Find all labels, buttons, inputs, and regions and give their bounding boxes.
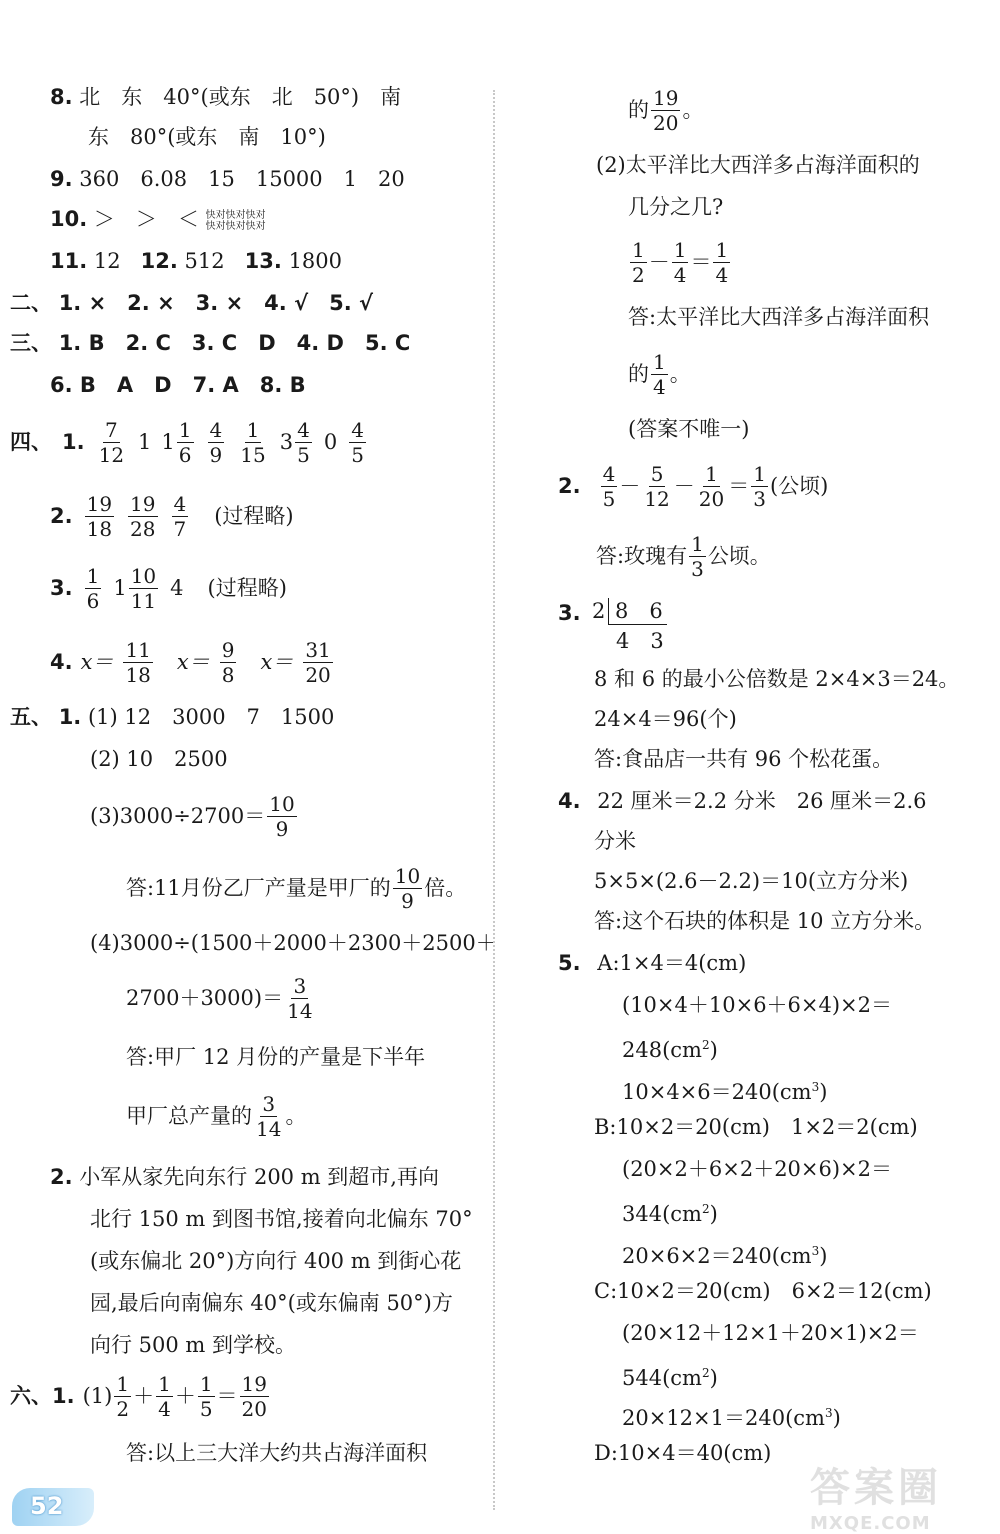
section-4-row1: [10, 414, 368, 470]
q11-13-line: [50, 248, 342, 274]
fraction: [198, 1372, 215, 1421]
section-3-line1: [10, 330, 410, 356]
q10-scribble-1: 快对快对快对: [205, 209, 266, 221]
fraction-numerator: 9: [221, 637, 235, 662]
r-q2-line2: 几分之几?: [628, 195, 724, 219]
r-p3-line3: 答:食品店一共有 96 个松花蛋。: [594, 747, 894, 771]
fraction-numerator: 5: [650, 461, 664, 486]
r-p2-answer-text: 答:玫瑰有: [596, 544, 688, 568]
fraction: [601, 462, 618, 511]
s5-p4a: (4)3000÷(1500＋2000＋2300＋2500＋: [90, 931, 497, 955]
q8-text-a: 北 东 40°(或东 北 50°) 南: [79, 85, 402, 109]
fraction: [172, 492, 189, 541]
fraction-numerator: 19: [130, 491, 156, 516]
fraction: [651, 86, 680, 135]
unit-exponent: 2: [701, 1366, 710, 1380]
r-p3-division-bottom: 4 3: [616, 629, 664, 653]
section-4-row2: [50, 488, 294, 544]
fraction: [267, 792, 296, 841]
section-6-label: 六、: [10, 1384, 52, 1408]
fraction-denominator: 7: [173, 516, 187, 541]
fraction-denominator: 9: [401, 888, 414, 913]
r-q2-answer2-pre: 的: [628, 362, 649, 386]
fraction-numerator: 1: [705, 461, 718, 486]
fraction-denominator: 5: [297, 442, 310, 467]
fraction-denominator: 2: [632, 262, 645, 287]
s5-a3-end: 倍。: [424, 876, 467, 900]
r-p5-a1-text: A:1×4＝4(cm): [597, 951, 747, 975]
operator: ＋: [174, 1384, 196, 1408]
s5-q2-line1: [50, 1164, 439, 1190]
column-divider: [493, 90, 495, 1510]
unit-exponent: 2: [701, 1038, 710, 1052]
fraction-denominator: 5: [199, 1396, 213, 1421]
r-p2-answer: [596, 528, 771, 584]
unit-exponent: 2: [701, 1202, 710, 1216]
watermark: [810, 1456, 990, 1534]
section-2-line: [10, 290, 373, 316]
fraction-numerator: 1: [86, 563, 100, 588]
q9-text: 360 6.08 15 15000 1 20: [79, 167, 405, 191]
fraction-numerator: 1: [178, 417, 192, 442]
fraction: [238, 418, 267, 467]
fraction: [114, 1372, 131, 1421]
fraction: [630, 238, 647, 287]
q8-line1: [50, 84, 401, 110]
r-p5-a4: $10\times 4\times 6=240(cm^3)$: [622, 1080, 828, 1104]
page-number: 52: [30, 1492, 64, 1520]
q8-line2: 东 80°(或东 南 10°): [88, 125, 326, 149]
r-p5-b3: $344(cm^2)$: [622, 1202, 718, 1226]
fraction-denominator: 14: [256, 1116, 282, 1141]
r-q2-answer2-end: 。: [669, 362, 691, 386]
section-4-row3: [50, 560, 287, 616]
operator: ＋: [133, 1384, 155, 1408]
section-4-q1-number: 1.: [62, 430, 85, 454]
r-p5-a2: (10×4＋10×6＋6×4)×2＝: [622, 993, 893, 1017]
fraction-numerator: 1: [158, 1371, 171, 1396]
q8-number: 8.: [50, 85, 73, 109]
r-p3-number-line: [558, 600, 581, 626]
whole: 3: [279, 430, 294, 454]
whole: 1: [113, 576, 127, 600]
fraction-denominator: 4: [715, 262, 729, 287]
watermark-url: MXQE.COM: [810, 1513, 931, 1534]
fraction-numerator: 10: [130, 563, 157, 588]
s5-q2-line2: 北行 150 m 到图书馆,接着向北偏东 70°: [90, 1207, 473, 1231]
fraction: [303, 638, 332, 687]
fraction: [713, 238, 730, 287]
fraction-numerator: 4: [602, 461, 616, 486]
r-q2-answer2: [628, 346, 691, 402]
section-4-label: 四、: [10, 430, 52, 454]
fraction-denominator: 18: [125, 662, 151, 687]
q13-value: 1800: [288, 249, 343, 273]
s5-a4a: 答:甲厂 12 月份的产量是下半年: [126, 1045, 426, 1069]
equation-x: x＝: [176, 650, 210, 674]
page-number-badge: [12, 1488, 94, 1526]
s5-a4b-end: 。: [285, 1104, 307, 1128]
fraction-denominator: 4: [673, 262, 687, 287]
operator: －: [619, 474, 641, 498]
fraction: [295, 418, 312, 467]
fraction-numerator: 1: [691, 531, 704, 556]
fraction: [177, 418, 194, 467]
fraction: [129, 564, 158, 613]
r-p5-b2: (20×2＋6×2＋20×6)×2＝: [622, 1157, 893, 1181]
r-q2-answer: 答:太平洋比大西洋多占海洋面积: [628, 305, 930, 329]
value: 0: [323, 430, 338, 454]
s5-p1: (1) 12 3000 7 1500: [87, 705, 335, 729]
fraction-denominator: 9: [275, 816, 289, 841]
section-4-q4-number: 4.: [50, 650, 73, 674]
r-p5-d1: D:10×4＝40(cm): [594, 1441, 772, 1465]
s5-p3: [90, 788, 299, 844]
section-4-q2-number: 2.: [50, 504, 73, 528]
r-q2-equation: [628, 234, 732, 290]
fraction-denominator: 20: [305, 662, 331, 687]
fraction-numerator: 10: [269, 791, 295, 816]
note: (过程略): [207, 576, 287, 600]
fraction-numerator: 1: [116, 1371, 130, 1396]
q10-scribble: [206, 210, 266, 232]
fraction-numerator: 3: [293, 973, 307, 998]
r-p5-c3: $544(cm^2)$: [622, 1366, 718, 1390]
r-q2-line1: (2)太平洋比大西洋多占海洋面积的: [596, 153, 920, 177]
fraction-denominator: 6: [86, 588, 100, 613]
s5-q2-text1: 小军从家先向东行 200 m 到超市,再向: [79, 1165, 439, 1189]
operator: ＝: [690, 250, 712, 274]
equation-x: x＝: [80, 650, 114, 674]
fraction: [672, 238, 689, 287]
r-p5-c1: C:10×2＝20(cm) 6×2＝12(cm): [594, 1279, 932, 1303]
section-3-label: 三、: [10, 331, 52, 355]
r-p3-division-top: 8 6: [608, 598, 667, 625]
fraction: [123, 638, 152, 687]
q10-text: ＞ ＞ ＜: [93, 207, 199, 231]
section-5-q2-number: 2.: [50, 1165, 73, 1189]
unit-exponent: 3: [824, 1406, 833, 1420]
r-p2-unit: (公顷): [769, 474, 829, 498]
fraction: [128, 492, 157, 541]
q10-line: [50, 206, 266, 232]
s5-a3-text: 答:11月份乙厂产量是甲厂的: [126, 876, 391, 900]
fraction-denominator: 5: [351, 442, 364, 467]
r-p2-equation: [558, 458, 828, 514]
fraction: [642, 462, 671, 511]
fraction: [393, 864, 422, 913]
fraction-numerator: 1: [753, 461, 766, 486]
operator: ＝: [728, 474, 750, 498]
fraction: [97, 418, 126, 467]
fraction: [651, 350, 668, 399]
s5-q2-line4: 园,最后向南偏东 40°(或东偏南 50°)方: [90, 1291, 453, 1315]
r-p4-number: 4.: [558, 789, 581, 813]
q9-number: 9.: [50, 167, 73, 191]
s5-p4b-text: 2700＋3000)＝: [126, 986, 284, 1010]
s5-a4b-text: 甲厂总产量的: [126, 1104, 252, 1128]
fraction-denominator: 2: [116, 1396, 130, 1421]
fraction-numerator: 4: [209, 417, 223, 442]
r-p5-b1: B:10×2＝20(cm) 1×2＝2(cm): [594, 1115, 918, 1139]
q12-value: 512: [184, 249, 225, 273]
fraction-denominator: 20: [653, 110, 679, 135]
section-5-label: 五、: [10, 705, 52, 729]
r-p4-line4: 答:这个石块的体积是 10 立方分米。: [594, 909, 936, 933]
fraction-denominator: 12: [644, 486, 670, 511]
r-p5-c2: (20×12＋12×1＋20×1)×2＝: [622, 1321, 919, 1345]
fraction-denominator: 5: [602, 486, 616, 511]
r-p3-line2: 24×4＝96(个): [594, 707, 737, 731]
fraction-denominator: 4: [653, 374, 666, 399]
r-p4-line1: [558, 788, 927, 814]
r-p4-text1: 22 厘米＝2.2 分米 26 厘米＝2.6: [597, 789, 927, 813]
r-p4-line3: 5×5×(2.6－2.2)＝10(立方分米): [594, 869, 909, 893]
fraction-denominator: 6: [178, 442, 192, 467]
section-5-line1: [10, 704, 334, 730]
fraction-numerator: 1: [715, 237, 729, 262]
fraction: [208, 418, 225, 467]
fraction-denominator: 14: [287, 998, 313, 1023]
fraction: [85, 564, 102, 613]
fraction-denominator: 28: [130, 516, 156, 541]
unit-exponent: 3: [811, 1080, 820, 1094]
operator: ＝: [216, 1384, 238, 1408]
fraction-denominator: 11: [130, 588, 157, 613]
r-top-end: 。: [682, 98, 704, 122]
value: 1: [138, 430, 152, 454]
s5-a4b: [126, 1088, 306, 1144]
unit-exponent: 3: [811, 1244, 820, 1258]
q12-number: 12.: [140, 249, 178, 273]
r-top-pre: 的: [628, 98, 649, 122]
fraction-denominator: 9: [209, 442, 223, 467]
q13-number: 13.: [244, 249, 282, 273]
fraction-numerator: 4: [351, 417, 364, 442]
section-6-line1: [10, 1368, 271, 1424]
fraction-denominator: 18: [86, 516, 113, 541]
fraction-denominator: 15: [240, 442, 266, 467]
section-3-text1: 1. B 2. C 3. C D 4. D 5. C: [58, 331, 411, 355]
fraction-denominator: 20: [241, 1396, 267, 1421]
r-top-line: [628, 82, 703, 138]
section-6-q1-number: 1.: [52, 1384, 75, 1408]
watermark-title: 答案圈: [810, 1465, 942, 1511]
fraction-numerator: 1: [246, 417, 260, 442]
fraction: [285, 974, 314, 1023]
q10-scribble-2: 快对快对快对: [205, 220, 266, 232]
fraction: [751, 462, 768, 511]
section-5-q1-number: 1.: [58, 705, 82, 729]
fraction-numerator: 7: [104, 417, 118, 442]
value: 4: [170, 576, 184, 600]
r-p5-c4: $20\times 12\times 1=240(cm^3)$: [622, 1406, 841, 1430]
q11-value: 12: [93, 249, 121, 273]
s5-p4b: [126, 970, 317, 1026]
section-4-row4: [50, 634, 335, 690]
fraction-numerator: 4: [297, 417, 310, 442]
note: (过程略): [214, 504, 294, 528]
fraction-numerator: 11: [125, 637, 151, 662]
fraction-numerator: 19: [241, 1371, 267, 1396]
fraction: [697, 462, 726, 511]
r-p3-number: 3.: [558, 601, 581, 625]
q10-number: 10.: [50, 207, 88, 231]
r-p2-number: 2.: [558, 474, 581, 498]
section-2-label: 二、: [10, 291, 52, 315]
fraction-numerator: 10: [394, 863, 421, 888]
operator: －: [673, 474, 695, 498]
r-p3-divisor: 2: [592, 599, 606, 623]
fraction-denominator: 3: [753, 486, 766, 511]
fraction-numerator: 3: [262, 1091, 276, 1116]
fraction: [240, 1372, 269, 1421]
operator: －: [648, 250, 670, 274]
s6-p1: (1): [82, 1384, 113, 1408]
fraction: [254, 1092, 283, 1141]
section-4-q3-number: 3.: [50, 576, 73, 600]
r-p3-line1: 8 和 6 的最小公倍数是 2×4×3＝24。: [594, 667, 960, 691]
fraction-numerator: 1: [673, 237, 687, 262]
fraction: [156, 1372, 173, 1421]
fraction-denominator: 12: [98, 442, 125, 467]
s5-a3: [126, 860, 466, 916]
r-p4-line2: 分米: [594, 829, 636, 853]
fraction-denominator: 20: [698, 486, 725, 511]
section-3-line2: 6. B A D 7. A 8. B: [50, 373, 306, 397]
fraction: [689, 532, 706, 581]
whole: 1: [161, 430, 175, 454]
r-p5-a3: $248(cm^2)$: [622, 1038, 718, 1062]
fraction-numerator: 31: [305, 637, 331, 662]
fraction-numerator: 19: [86, 491, 113, 516]
fraction-denominator: 8: [221, 662, 235, 687]
fraction-denominator: 3: [691, 556, 704, 581]
r-p2-answer-end: 公顷。: [707, 544, 771, 568]
fraction-denominator: 4: [158, 1396, 171, 1421]
fraction: [85, 492, 114, 541]
q11-number: 11.: [50, 249, 88, 273]
fraction-numerator: 1: [199, 1371, 213, 1396]
s5-p2: (2) 10 2500: [90, 747, 228, 771]
r-p5-b4: $20\times 6\times 2=240(cm^3)$: [622, 1244, 828, 1268]
q9-line: [50, 166, 405, 192]
s6-answer: 答:以上三大洋大约共占海洋面积: [126, 1441, 428, 1465]
fraction-numerator: 19: [653, 85, 679, 110]
r-q2-note: (答案不唯一): [628, 417, 750, 441]
fraction-numerator: 1: [653, 349, 666, 374]
fraction-numerator: 1: [632, 237, 645, 262]
fraction: [220, 638, 237, 687]
s5-p3-text: (3)3000÷2700＝: [90, 804, 266, 828]
equation-x: x＝: [260, 650, 294, 674]
section-2-text: 1. × 2. × 3. × 4. √ 5. √: [58, 291, 373, 315]
fraction-numerator: 4: [173, 491, 187, 516]
s5-q2-line5: 向行 500 m 到学校。: [90, 1333, 297, 1357]
r-p5-number: 5.: [558, 951, 581, 975]
fraction: [349, 418, 366, 467]
s5-q2-line3: (或东偏北 20°)方向行 400 m 到街心花: [90, 1249, 462, 1273]
r-p5-a1: [558, 950, 746, 976]
